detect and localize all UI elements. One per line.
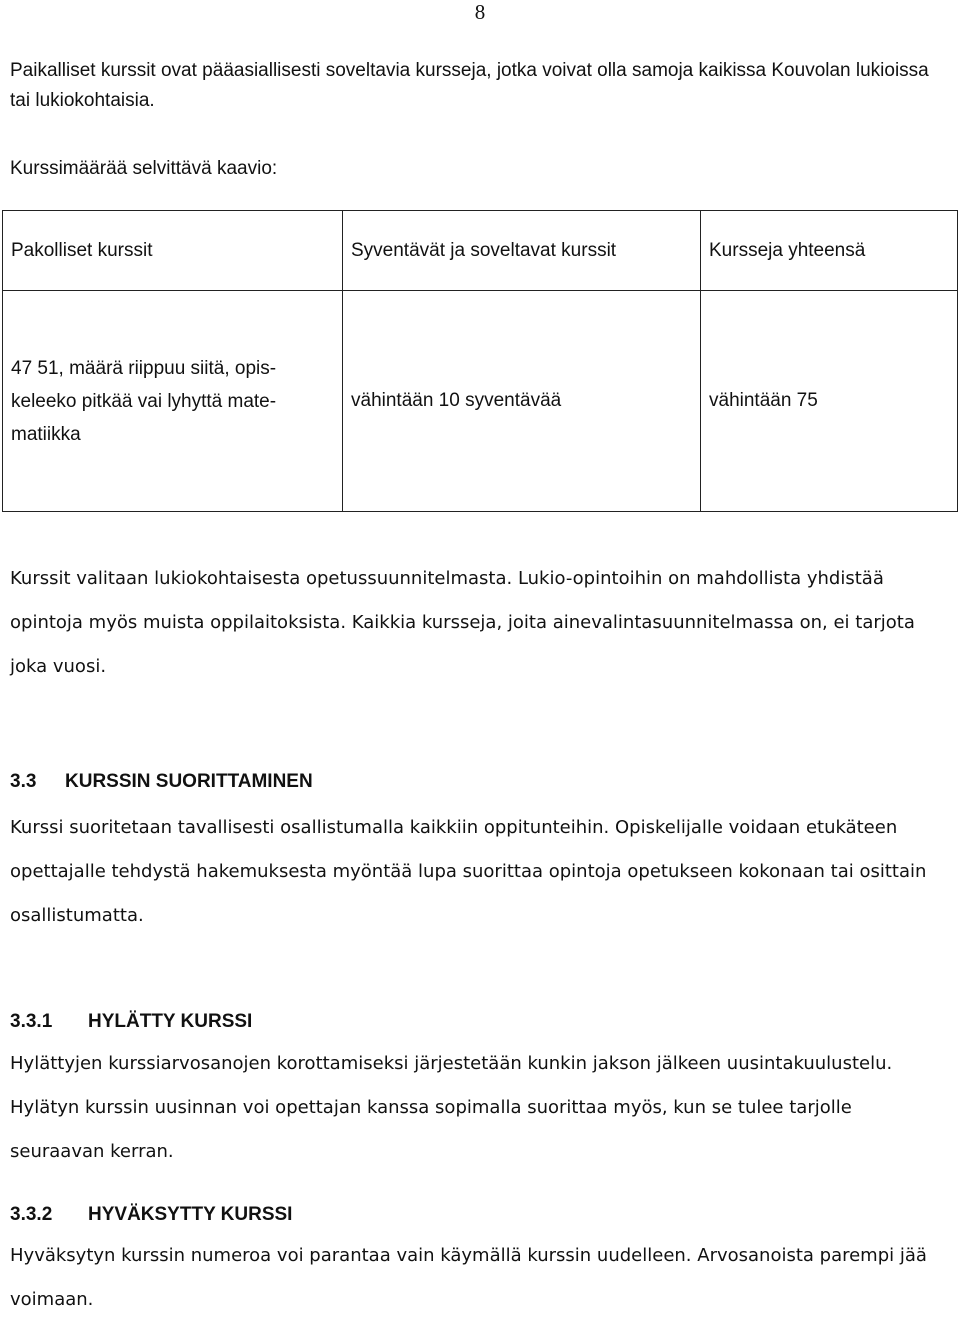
table-cell-total: vähintään 75 bbox=[701, 291, 958, 512]
section-title: KURSSIN SUORITTAMINEN bbox=[65, 771, 313, 792]
section-number: 3.3.2 bbox=[10, 1204, 53, 1225]
intro-paragraph: Paikalliset kurssit ovat pääasiallisesti soveltavia kursseja, jotka voivat olla samoja kaikissa Kouvolan lukioissa tai lukiokohtaisia. bbox=[10, 60, 929, 111]
section-heading-3-3-1 bbox=[10, 1011, 252, 1033]
table-header-advanced: Syventävät ja soveltavat kurssit bbox=[343, 211, 701, 291]
section-title: HYVÄKSYTTY KURSSI bbox=[88, 1204, 293, 1225]
table-row bbox=[3, 291, 958, 512]
table-header-row bbox=[3, 211, 958, 291]
courses-paragraph: Kurssit valitaan lukiokohtaisesta opetussuunnitelmasta. Lukio-opintoihin on mahdollista yhdistää opintoja myös muista oppilaitoksista. Kaikkia kursseja, joita ainevalintasuunnitelmassa on, ei tarjota joka vuosi. bbox=[10, 568, 915, 677]
section-number: 3.3 bbox=[10, 771, 37, 792]
page-number: 8 bbox=[474, 0, 486, 24]
section-number: 3.3.1 bbox=[10, 1011, 53, 1032]
table-header-mandatory: Pakolliset kurssit bbox=[3, 211, 343, 291]
course-count-table bbox=[2, 210, 958, 512]
section-3-3-2-paragraph: Hyväksytyn kurssin numeroa voi parantaa vain käymällä kurssin uudelleen. Arvosanoista parempi jää voimaan. bbox=[10, 1245, 927, 1310]
section-3-3-1-paragraph: Hylättyjen kurssiarvosanojen korottamiseksi järjestetään kunkin jakson jälkeen uusintakuulustelu. Hylätyn kurssin uusinnan voi opettajan kanssa sopimalla suorittaa myös, kun se tulee tarjolle seuraavan kerran. bbox=[10, 1053, 893, 1162]
table-cell-mandatory bbox=[3, 291, 343, 512]
table-cell-advanced: vähintään 10 syventävää bbox=[343, 291, 701, 512]
table-header-total: Kursseja yhteensä bbox=[701, 211, 958, 291]
section-3-3-paragraph: Kurssi suoritetaan tavallisesti osallistumalla kaikkiin oppitunteihin. Opiskelijalle voidaan etukäteen opettajalle tehdystä hakemuksesta myöntää lupa suorittaa opintoja opetukseen kokonaan tai osittain osallistumatta. bbox=[10, 817, 927, 926]
mandatory-count-text: 47 51, määrä riippuu siitä, opis-keleeko pitkää vai lyhyttä mate-matiikka bbox=[11, 357, 277, 445]
section-title: HYLÄTTY KURSSI bbox=[88, 1011, 253, 1032]
section-heading-3-3-2 bbox=[10, 1204, 292, 1226]
diagram-title: Kurssimäärää selvittävä kaavio: bbox=[10, 158, 278, 179]
section-heading-3-3 bbox=[10, 771, 313, 793]
